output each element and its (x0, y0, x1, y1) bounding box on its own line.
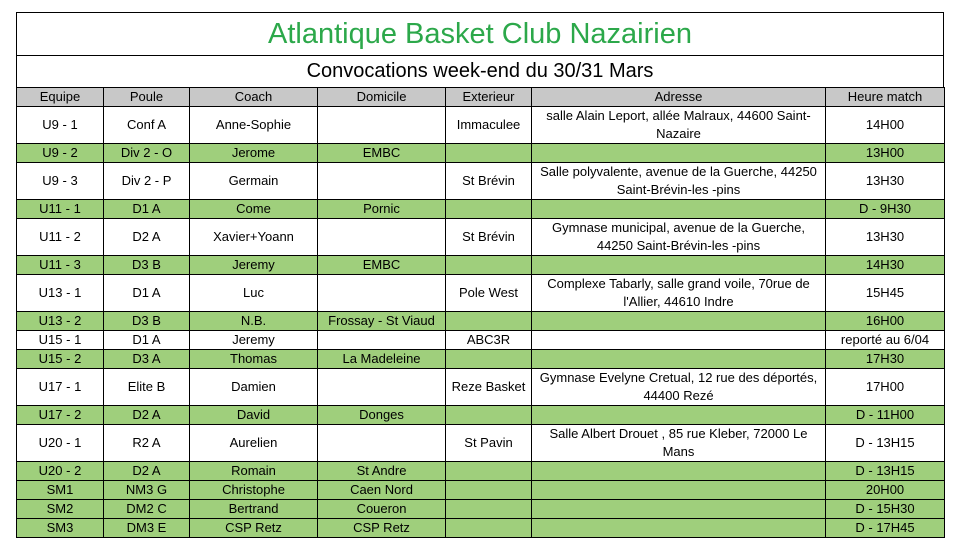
cell-exterieur (446, 200, 532, 219)
cell-coach: Jerome (190, 144, 318, 163)
table-row (17, 350, 945, 369)
cell-poule: Div 2 - O (104, 144, 190, 163)
cell-poule: D2 A (104, 406, 190, 425)
table-row (17, 331, 945, 350)
cell-heure: reporté au 6/04 (826, 331, 945, 350)
cell-adresse (532, 406, 826, 425)
cell-adresse: Salle Albert Drouet , 85 rue Kleber, 72000 Le Mans (532, 425, 826, 462)
cell-coach: Germain (190, 163, 318, 200)
cell-heure: 20H00 (826, 481, 945, 500)
cell-exterieur (446, 406, 532, 425)
cell-coach: Jeremy (190, 331, 318, 350)
cell-domicile: Pornic (318, 200, 446, 219)
cell-exterieur (446, 312, 532, 331)
col-header-heure: Heure match (826, 88, 945, 107)
cell-coach: Luc (190, 275, 318, 312)
cell-heure: 13H00 (826, 144, 945, 163)
cell-poule: Div 2 - P (104, 163, 190, 200)
club-title: Atlantique Basket Club Nazairien (16, 12, 944, 55)
cell-equipe: U11 - 3 (17, 256, 104, 275)
cell-adresse: salle Alain Leport, allée Malraux, 44600 Saint-Nazaire (532, 107, 826, 144)
cell-domicile: Caen Nord (318, 481, 446, 500)
cell-domicile (318, 275, 446, 312)
cell-domicile: Coueron (318, 500, 446, 519)
cell-domicile: La Madeleine (318, 350, 446, 369)
cell-poule: D2 A (104, 462, 190, 481)
cell-adresse (532, 331, 826, 350)
cell-adresse (532, 256, 826, 275)
cell-poule: D3 B (104, 312, 190, 331)
cell-poule: D3 A (104, 350, 190, 369)
cell-exterieur (446, 519, 532, 538)
cell-equipe: U11 - 2 (17, 219, 104, 256)
cell-heure: 16H00 (826, 312, 945, 331)
cell-coach: Anne-Sophie (190, 107, 318, 144)
table-row (17, 462, 945, 481)
cell-heure: D - 9H30 (826, 200, 945, 219)
cell-exterieur: St Pavin (446, 425, 532, 462)
cell-coach: Bertrand (190, 500, 318, 519)
cell-exterieur (446, 500, 532, 519)
col-header-coach: Coach (190, 88, 318, 107)
cell-heure: 15H45 (826, 275, 945, 312)
cell-coach: Romain (190, 462, 318, 481)
cell-equipe: U20 - 1 (17, 425, 104, 462)
cell-poule: D1 A (104, 200, 190, 219)
table-row (17, 406, 945, 425)
cell-adresse (532, 350, 826, 369)
cell-domicile (318, 331, 446, 350)
cell-poule: D3 B (104, 256, 190, 275)
cell-adresse (532, 312, 826, 331)
cell-domicile: CSP Retz (318, 519, 446, 538)
cell-heure: 14H00 (826, 107, 945, 144)
cell-adresse: Complexe Tabarly, salle grand voile, 70rue de l'Allier, 44610 Indre (532, 275, 826, 312)
cell-adresse: Salle polyvalente, avenue de la Guerche, 44250 Saint-Brévin-les -pins (532, 163, 826, 200)
table-row (17, 425, 945, 462)
cell-heure: D - 17H45 (826, 519, 945, 538)
cell-coach: David (190, 406, 318, 425)
cell-adresse (532, 481, 826, 500)
cell-heure: 13H30 (826, 163, 945, 200)
cell-domicile: Donges (318, 406, 446, 425)
cell-adresse: Gymnase municipal, avenue de la Guerche, 44250 Saint-Brévin-les -pins (532, 219, 826, 256)
table-row (17, 163, 945, 200)
cell-coach: Come (190, 200, 318, 219)
header-row (17, 88, 945, 107)
cell-exterieur: ABC3R (446, 331, 532, 350)
cell-adresse (532, 462, 826, 481)
cell-equipe: SM1 (17, 481, 104, 500)
cell-exterieur (446, 256, 532, 275)
cell-domicile (318, 219, 446, 256)
cell-equipe: U9 - 1 (17, 107, 104, 144)
cell-poule: DM3 E (104, 519, 190, 538)
cell-exterieur: St Brévin (446, 219, 532, 256)
cell-adresse (532, 519, 826, 538)
cell-equipe: SM3 (17, 519, 104, 538)
cell-heure: 14H30 (826, 256, 945, 275)
cell-heure: 13H30 (826, 219, 945, 256)
table-row (17, 200, 945, 219)
cell-domicile (318, 107, 446, 144)
cell-heure: D - 13H15 (826, 425, 945, 462)
cell-exterieur: St Brévin (446, 163, 532, 200)
cell-equipe: U13 - 2 (17, 312, 104, 331)
cell-adresse: Gymnase Evelyne Cretual, 12 rue des déportés, 44400 Rezé (532, 369, 826, 406)
cell-heure: D - 15H30 (826, 500, 945, 519)
cell-heure: 17H30 (826, 350, 945, 369)
cell-heure: D - 13H15 (826, 462, 945, 481)
cell-exterieur (446, 144, 532, 163)
cell-coach: Christophe (190, 481, 318, 500)
cell-equipe: U17 - 2 (17, 406, 104, 425)
schedule-subtitle: Convocations week-end du 30/31 Mars (16, 55, 944, 87)
cell-equipe: U13 - 1 (17, 275, 104, 312)
cell-equipe: U11 - 1 (17, 200, 104, 219)
table-row (17, 369, 945, 406)
table-row (17, 519, 945, 538)
cell-domicile (318, 425, 446, 462)
cell-coach: N.B. (190, 312, 318, 331)
cell-exterieur: Reze Basket (446, 369, 532, 406)
table-row (17, 144, 945, 163)
cell-equipe: U9 - 3 (17, 163, 104, 200)
cell-equipe: U9 - 2 (17, 144, 104, 163)
cell-coach: CSP Retz (190, 519, 318, 538)
cell-heure: 17H00 (826, 369, 945, 406)
cell-exterieur: Immaculee (446, 107, 532, 144)
cell-poule: R2 A (104, 425, 190, 462)
schedule-table (16, 87, 945, 538)
schedule-sheet (16, 12, 944, 538)
cell-equipe: U15 - 2 (17, 350, 104, 369)
cell-coach: Aurelien (190, 425, 318, 462)
cell-poule: Conf A (104, 107, 190, 144)
cell-adresse (532, 200, 826, 219)
table-row (17, 481, 945, 500)
cell-heure: D - 11H00 (826, 406, 945, 425)
table-row (17, 275, 945, 312)
col-header-exterieur: Exterieur (446, 88, 532, 107)
cell-domicile: EMBC (318, 144, 446, 163)
cell-poule: Elite B (104, 369, 190, 406)
table-row (17, 312, 945, 331)
cell-domicile (318, 369, 446, 406)
cell-poule: D2 A (104, 219, 190, 256)
cell-poule: D1 A (104, 331, 190, 350)
cell-equipe: SM2 (17, 500, 104, 519)
table-row (17, 107, 945, 144)
table-row (17, 256, 945, 275)
cell-equipe: U20 - 2 (17, 462, 104, 481)
table-row (17, 219, 945, 256)
cell-exterieur (446, 462, 532, 481)
cell-poule: DM2 C (104, 500, 190, 519)
col-header-poule: Poule (104, 88, 190, 107)
table-row (17, 500, 945, 519)
cell-equipe: U15 - 1 (17, 331, 104, 350)
cell-adresse (532, 500, 826, 519)
cell-domicile: Frossay - St Viaud (318, 312, 446, 331)
cell-poule: D1 A (104, 275, 190, 312)
cell-coach: Xavier+Yoann (190, 219, 318, 256)
cell-poule: NM3 G (104, 481, 190, 500)
cell-domicile (318, 163, 446, 200)
col-header-equipe: Equipe (17, 88, 104, 107)
col-header-domicile: Domicile (318, 88, 446, 107)
cell-equipe: U17 - 1 (17, 369, 104, 406)
cell-coach: Jeremy (190, 256, 318, 275)
col-header-adresse: Adresse (532, 88, 826, 107)
cell-exterieur: Pole West (446, 275, 532, 312)
cell-domicile: St Andre (318, 462, 446, 481)
cell-exterieur (446, 481, 532, 500)
cell-domicile: EMBC (318, 256, 446, 275)
cell-adresse (532, 144, 826, 163)
cell-exterieur (446, 350, 532, 369)
cell-coach: Damien (190, 369, 318, 406)
cell-coach: Thomas (190, 350, 318, 369)
